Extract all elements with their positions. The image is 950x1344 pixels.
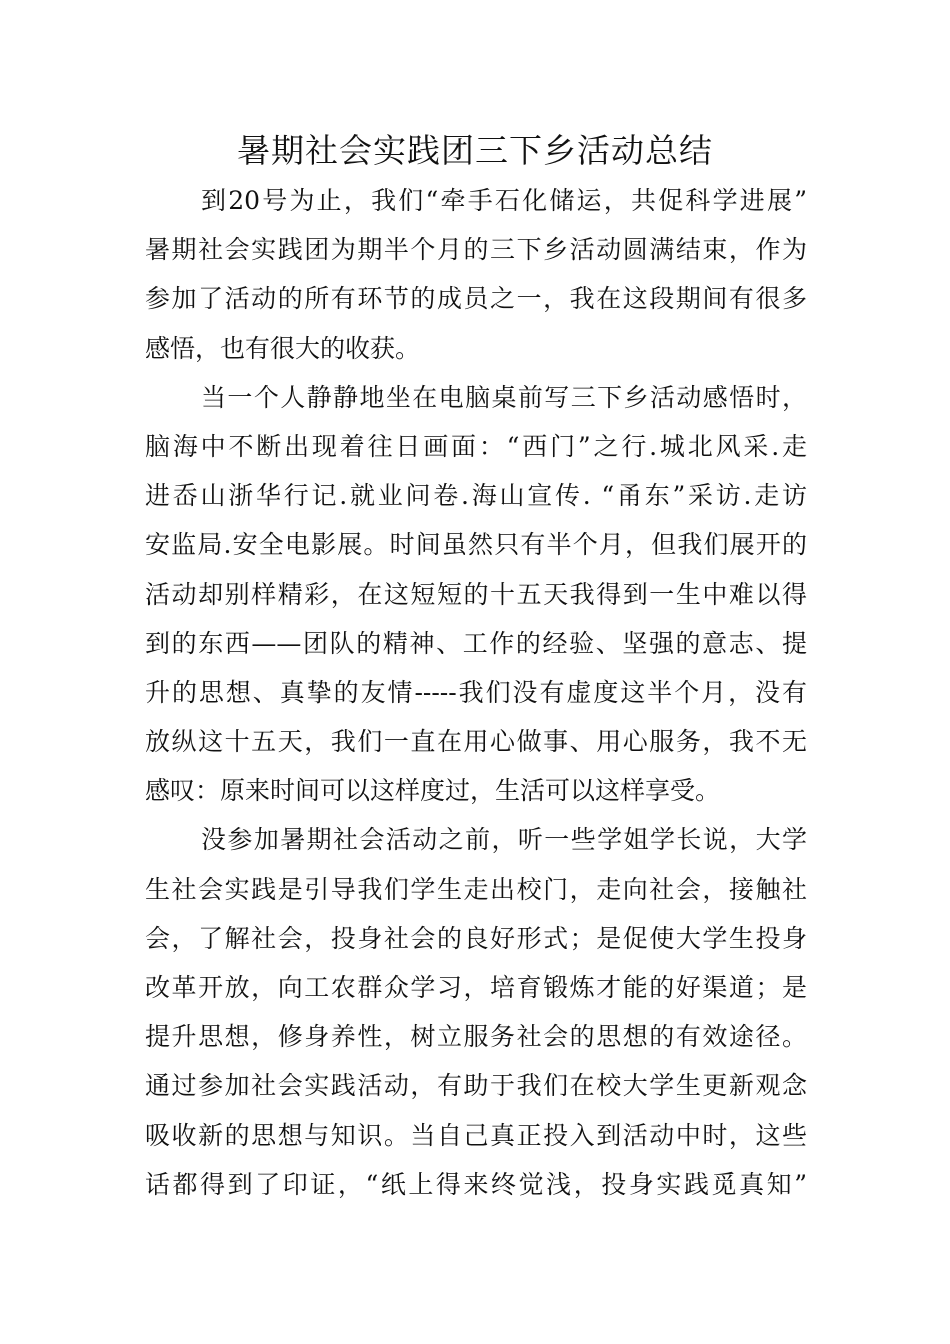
body-line: 升的思想、真挚的友情-----我们没有虚度这半个月，没有 bbox=[145, 677, 807, 707]
body-line: 到20号为止，我们“牵手石化储运，共促科学进展” bbox=[201, 186, 807, 215]
body-line: 放纵这十五天，我们一直在用心做事、用心服务，我不无 bbox=[145, 727, 807, 757]
body-line: 通过参加社会实践活动，有助于我们在校大学生更新观念 bbox=[145, 1071, 807, 1101]
body-line: 生社会实践是引导我们学生走出校门，走向社会，接触社 bbox=[145, 874, 807, 904]
body-line: 提升思想，修身养性，树立服务社会的思想的有效途径。 bbox=[145, 1022, 807, 1052]
body-line: 话都得到了印证，“纸上得来终觉浅，投身实践觅真知” bbox=[145, 1169, 807, 1199]
body-line: 吸收新的思想与知识。当自己真正投入到活动中时，这些 bbox=[145, 1120, 807, 1150]
body-line: 到的东西——团队的精神、工作的经验、坚强的意志、提 bbox=[145, 628, 807, 658]
body-line: 脑海中不断出现着往日画面：“西门”之行.城北风采.走 bbox=[145, 431, 807, 461]
body-line: 当一个人静静地坐在电脑桌前写三下乡活动感悟时， bbox=[201, 382, 807, 412]
body-line: 感叹：原来时间可以这样度过，生活可以这样享受。 bbox=[145, 776, 721, 806]
body-line: 会，了解社会，投身社会的良好形式；是促使大学生投身 bbox=[145, 923, 807, 953]
body-line: 活动却别样精彩，在这短短的十五天我得到一生中难以得 bbox=[145, 579, 807, 609]
body-line: 改革开放，向工农群众学习，培育锻炼才能的好渠道；是 bbox=[145, 973, 807, 1002]
body-line: 暑期社会实践团为期半个月的三下乡活动圆满结束，作为 bbox=[145, 235, 807, 265]
body-line: 参加了活动的所有环节的成员之一，我在这段期间有很多 bbox=[145, 284, 807, 314]
document-body bbox=[145, 176, 807, 1209]
body-line: 进岙山浙华行记.就业问卷.海山宣传. “甬东”采访.走访 bbox=[145, 481, 807, 511]
document-title: 暑期社会实践团三下乡活动总结 bbox=[237, 131, 713, 170]
body-line: 安监局.安全电影展。时间虽然只有半个月，但我们展开的 bbox=[145, 530, 807, 560]
body-line: 感悟，也有很大的收获。 bbox=[145, 333, 421, 363]
body-line: 没参加暑期社会活动之前，听一些学姐学长说，大学 bbox=[201, 825, 807, 855]
